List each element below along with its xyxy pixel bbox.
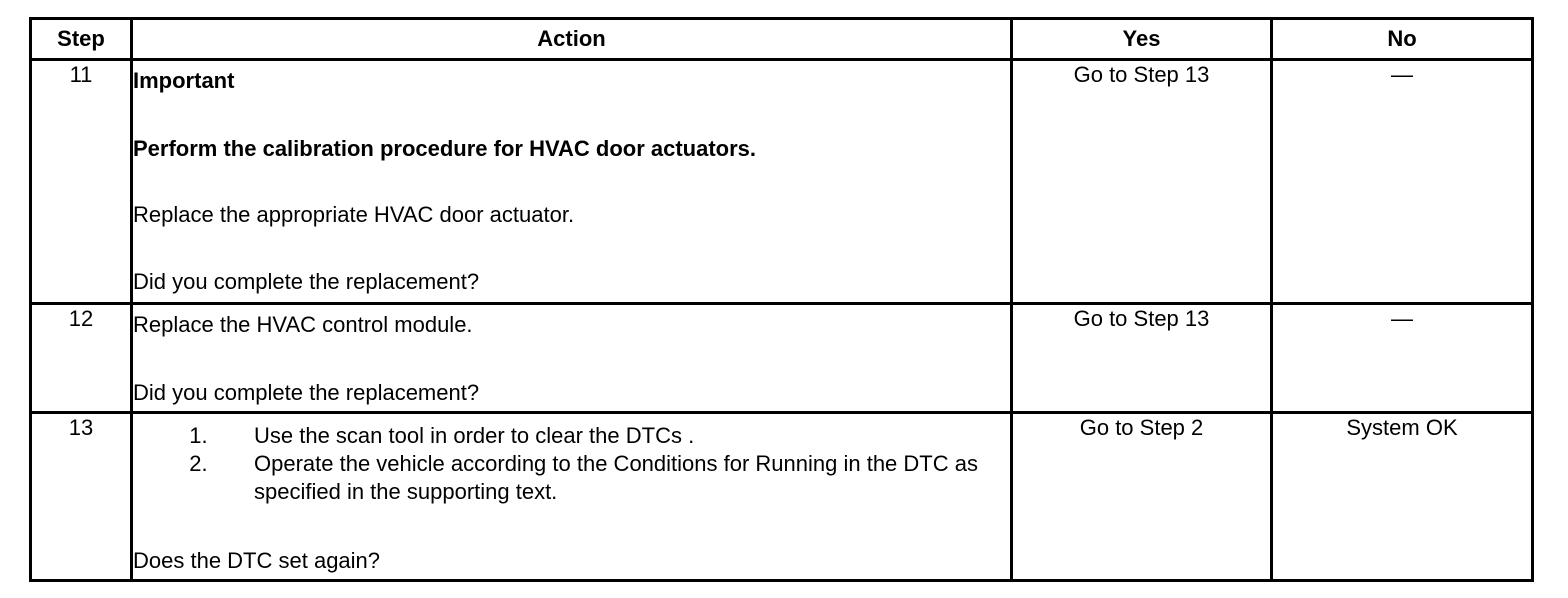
table-row [31,60,1533,304]
action-instruction: Replace the HVAC control module. [133,312,473,337]
action-question: Did you complete the replacement? [133,380,480,405]
action-cell [132,60,1012,304]
no-cell: System OK [1272,413,1533,581]
procedure-list [133,422,1010,506]
header-row [31,19,1533,60]
action-cell [132,304,1012,413]
important-note: Perform the calibration procedure for HVAC door actuators. [133,136,757,161]
header-action: Action [132,19,1012,60]
header-yes: Yes [1012,19,1272,60]
diagnostic-table [29,17,1534,582]
action-question: Does the DTC set again? [133,548,381,573]
step-number: 11 [31,60,132,304]
table-row [31,304,1533,413]
no-cell: — [1272,304,1533,413]
yes-cell: Go to Step 13 [1012,304,1272,413]
table-row [31,413,1533,581]
list-item: 2. Operate the vehicle according to the Conditions for Running in the DTC as specified in the supporting text. [232,450,1010,506]
action-instruction: Replace the appropriate HVAC door actuator. [133,202,575,227]
action-question: Did you complete the replacement? [133,269,480,294]
step-number: 12 [31,304,132,413]
action-cell [132,413,1012,581]
no-cell: — [1272,60,1533,304]
header-step: Step [31,19,132,60]
header-no: No [1272,19,1533,60]
yes-cell: Go to Step 13 [1012,60,1272,304]
list-item: 1. Use the scan tool in order to clear the DTCs . [232,422,1010,450]
yes-cell: Go to Step 2 [1012,413,1272,581]
important-label: Important [133,68,235,93]
step-number: 13 [31,413,132,581]
